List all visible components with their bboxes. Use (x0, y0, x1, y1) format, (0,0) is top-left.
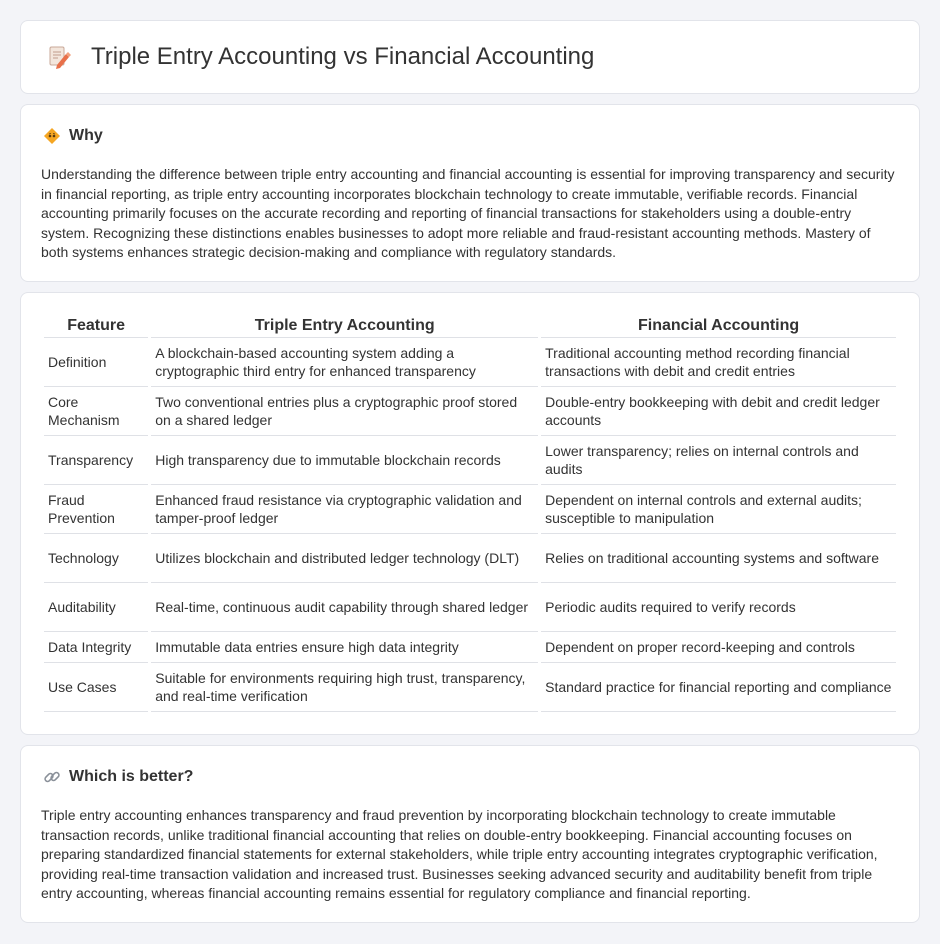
table-row (44, 534, 896, 583)
column-header-triple-entry: Triple Entry Accounting (151, 315, 538, 338)
feature-cell: Technology (44, 534, 148, 583)
triple-entry-cell: Suitable for environments requiring high trust, transparency, and real-time verification (151, 663, 538, 712)
diamond-warning-icon (43, 127, 61, 145)
table-row (44, 436, 896, 485)
feature-cell: Definition (44, 338, 148, 387)
column-header-feature: Feature (44, 315, 148, 338)
column-header-financial: Financial Accounting (541, 315, 896, 338)
financial-cell: Lower transparency; relies on internal controls and audits (541, 436, 896, 485)
table-row (44, 387, 896, 436)
better-title: Which is better? (69, 768, 194, 785)
feature-cell: Auditability (44, 583, 148, 632)
which-is-better-section (20, 745, 920, 923)
better-header (43, 768, 193, 786)
financial-cell: Dependent on internal controls and external audits; susceptible to manipulation (541, 485, 896, 534)
better-body: Triple entry accounting enhances transparency and fraud prevention by incorporating blockchain technology to create immutable transaction records, unlike traditional financial accounting that relies on double-entry bookkeeping. Financial accounting focuses on preparing standardized financial statements for external stakeholders, while triple entry accounting integrates cryptographic verification, providing real-time transaction validation and increased trust. Businesses seeking advanced security and auditability benefit from triple entry accounting, whereas financial accounting remains essential for regulatory compliance and financial reporting. (41, 807, 878, 902)
document-pencil-icon (45, 44, 71, 70)
triple-entry-cell: Utilizes blockchain and distributed ledger technology (DLT) (151, 534, 538, 583)
table-row (44, 663, 896, 712)
feature-cell: Use Cases (44, 663, 148, 712)
why-title: Why (69, 127, 103, 144)
why-section (20, 104, 920, 282)
financial-cell: Periodic audits required to verify records (541, 583, 896, 632)
financial-cell: Double-entry bookkeeping with debit and credit ledger accounts (541, 387, 896, 436)
table-row (44, 485, 896, 534)
link-icon (43, 768, 61, 786)
triple-entry-cell: Enhanced fraud resistance via cryptographic validation and tamper-proof ledger (151, 485, 538, 534)
page-title: Triple Entry Accounting vs Financial Accounting (91, 43, 595, 70)
feature-cell: Core Mechanism (44, 387, 148, 436)
financial-cell: Standard practice for financial reporting and compliance (541, 663, 896, 712)
triple-entry-cell: Two conventional entries plus a cryptographic proof stored on a shared ledger (151, 387, 538, 436)
comparison-table-card (20, 292, 920, 735)
title-card (20, 20, 920, 94)
feature-cell: Fraud Prevention (44, 485, 148, 534)
triple-entry-cell: High transparency due to immutable blockchain records (151, 436, 538, 485)
why-header (43, 127, 103, 145)
triple-entry-cell: Immutable data entries ensure high data integrity (151, 632, 538, 663)
financial-cell: Relies on traditional accounting systems and software (541, 534, 896, 583)
financial-cell: Traditional accounting method recording financial transactions with debit and credit entries (541, 338, 896, 387)
feature-cell: Data Integrity (44, 632, 148, 663)
financial-cell: Dependent on proper record-keeping and controls (541, 632, 896, 663)
why-body: Understanding the difference between triple entry accounting and financial accounting is essential for improving transparency and security in financial reporting, as triple entry accounting incorporates blockchain technology to create immutable, verifiable records. Financial accounting primarily focuses on the accurate recording and reporting of financial transactions for stakeholders using a double-entry system. Recognizing these distinctions enables businesses to adopt more reliable and fraud-resistant accounting methods. Mastery of both systems enhances strategic decision-making and compliance with regulatory standards. (41, 166, 895, 261)
triple-entry-cell: A blockchain-based accounting system adding a cryptographic third entry for enhanced transparency (151, 338, 538, 387)
feature-cell: Transparency (44, 436, 148, 485)
table-row (44, 338, 896, 387)
triple-entry-cell: Real-time, continuous audit capability through shared ledger (151, 583, 538, 632)
table-header-row (44, 315, 896, 338)
table-row (44, 632, 896, 663)
title-row (45, 43, 594, 71)
table-row (44, 583, 896, 632)
comparison-table (41, 315, 899, 712)
